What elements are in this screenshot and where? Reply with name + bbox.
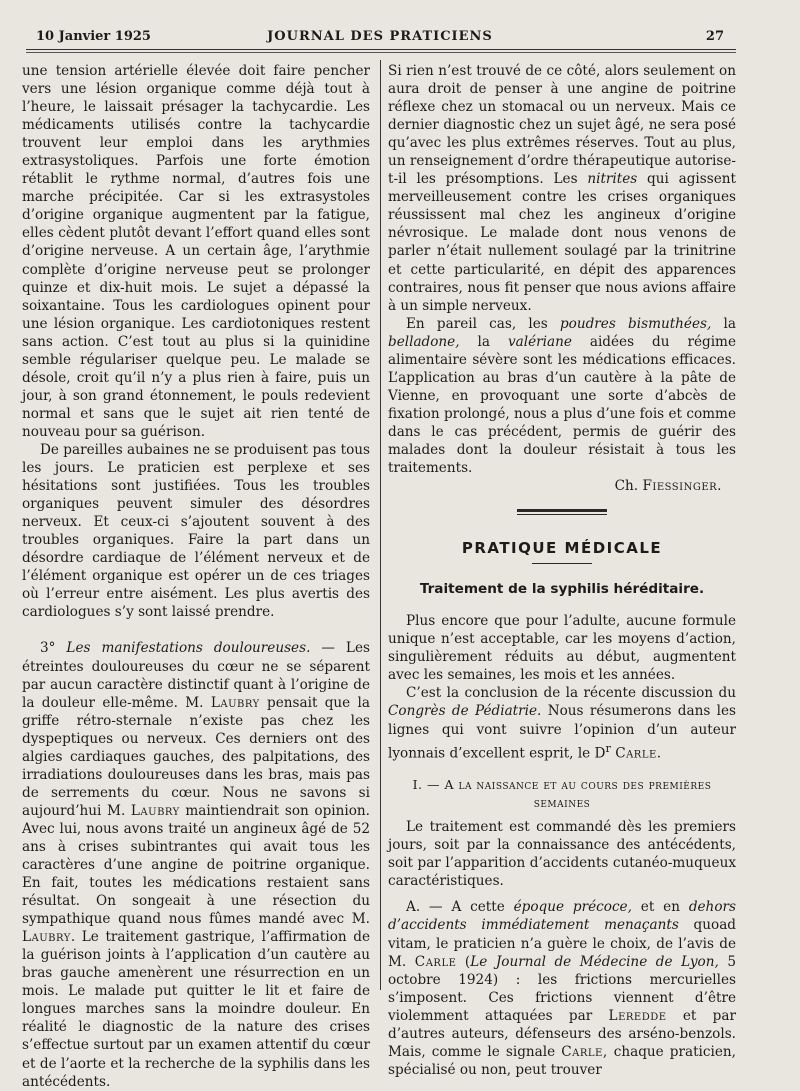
signature: Ch. Fiessinger. [614, 478, 722, 495]
section-separator [517, 509, 607, 512]
paragraph: A. — A cette époque précoce, et en dehors d’accidents immédiatement menaçants quoad vitam, le praticien n’a guère le choix, de l’avis de M. Carle (Le Journal de Médecine de Lyon, 5 octobre 1924) : les frictions mercurielles s’imposent. Ces frictions viennent d’être violemment attaquées par Leredde et par d’autres auteurs, défenseurs des arséno-benzols. Mais, comme le signale Carle, chaque praticien, spécialisé ou non, peut trouver [388, 899, 736, 1078]
journal-title: JOURNAL DES PRATICIENS [267, 29, 493, 44]
paragraph: De pareilles aubaines ne se produisent pas tous les jours. Le praticien est perplexe et ses hésitations sont justifiées. Tous les troubles organiques peuvent simuler des désordres nerveux. Et ceux-ci s’ajoutent souvent à des troubles organiques. Faire la part dans un désordre cardiaque de l’élément nerveux et de l’élément organique est opérer un de ces triages où l’erreur entre aisément. Les plus avertis des cardiologues s’y sont laissé prendre. [22, 441, 370, 621]
page-number: 27 [705, 29, 724, 44]
column-divider [380, 60, 381, 990]
paragraph: une tension artérielle élevée doit faire pencher vers une lésion organique comme déjà tout à l’heure, le laissait présager la tachycardie. Les médicaments utilisés contre la tachycardie trouvent leur emploi dans les arythmies extrasystoliques. Parfois une forte émotion rétablit le rythme normal, d’autres fois une marche précipitée. Car si les extrasystoles d’origine organique augmentent par la fatigue, elles cèdent plutôt devant l’effort quand elles sont d’origine nerveuse. A un certain âge, l’arythmie complète d’origine nerveuse peut se prolonger quinze et dix-huit mois. Le sujet a dépassé la soixantaine. Tous les cardiologues opinent pour une lésion organique. Les cardiotoniques restent sans action. C’est tout au plus si la quinidine semble régulariser quelque peu. Le malade se désole, croit qu’il n’y a plus rien à faire, puis un jour, à son grand étonnement, le pouls redevient normal et sans que le sujet ait rien tenté de nouveau pour sa guérison. [22, 63, 370, 440]
author-name: Laubry [22, 929, 71, 946]
author-name: Carle. [615, 745, 662, 762]
paragraph-gap [388, 890, 736, 898]
paragraph: Le traitement est commandé dès les premiers jours, soit par la connaissance des antécédents, soit par l’apparition d’accidents cutanéo-muqueux caractéristiques. [388, 819, 736, 890]
section-title: PRATIQUE MÉDICALE [461, 539, 663, 558]
author-name: Laubry [130, 802, 180, 819]
paragraph-gap [388, 598, 736, 612]
subsection-heading: I. — A la naissance et au cours des premières semaines [412, 777, 712, 811]
paragraph: C’est la conclusion de la récente discussion du Congrès de Pédiatrie. Nous résumerons dans les lignes qui vont suivre l’opinion d’un auteur lyonnais d’excellent esprit, le $D^r$ Carle. [388, 685, 736, 762]
issue-date: 10 Janvier 1925 [36, 29, 151, 44]
header-rule-secondary [26, 52, 736, 53]
left-column [22, 62, 370, 1091]
author-name: Laubry [210, 694, 260, 711]
paragraph: Si rien n’est trouvé de ce côté, alors seulement on aura droit de penser à une angine de poitrine réflexe chez un stomacal ou un nerveux. Mais ce dernier diagnostic chez un sujet âgé, ne sera posé qu’avec les plus extrêmes réserves. Tout au plus, un renseignement d’ordre thérapeutique autorise-t-il les présomptions. Les nitrites qui agissent merveilleusement contre les crises organiques réussissent mal chez les angineux d’origine névrosique. Le malade dont nous venons de parler n’était nullement soulagé par la trinitrine et cette particularité, en dépit des apparences contraires, nous fit penser que nous avions affaire à un simple nerveux. [388, 63, 736, 314]
running-header [30, 26, 730, 48]
section-separator-thin [517, 514, 607, 515]
paragraph: 3° Les manifestations douloureuses. — Les étreintes douloureuses du cœur ne se séparent par aucun caractère distinctif quant à l’origine de la douleur elle-même. M. Laubry pensait que la griffe rétro-sternale n’existe pas chez les dyspeptiques ou nerveux. Ces derniers ont des algies cardiaques gauches, des palpitations, des irradiations douloureuses dans les bras, mais pas de serrements du cœur. Nous ne savons si aujourd’hui M. Laubry maintiendrait son opinion. Avec lui, nous avons traité un angineux âgé de 52 ans à crises subintrantes qui avait tous les caractères d’une angine de poitrine organique. En fait, toutes les médications restaient sans résultat. On songeait à une résection du sympathique quand nous fûmes mandé avec M. Laubry. Le traitement gastrique, l’affirmation de la guérison joints à l’application d’un cautère au bras gauche amenèrent une résurrection en un mois. Le malade put quitter le lit et faire de longues marches sans la moindre douleur. En réalité le diagnostic de la nature des crises s’effectue surtout par un examen attentif du cœur et de l’aorte et la recherche de la syphilis dans les antécédents. [22, 640, 371, 1090]
title-rule [532, 563, 592, 564]
paragraph: En pareil cas, les poudres bismuthées, la belladone, la valériane aidées du régime alimentaire sévère sont les médications efficaces. L’application au bras d’un cautère à la pâte de Vienne, en provoquant une sorte d’abcès de fixation prolongé, nous a plus d’une fois et comme dans le cas précédent, permis de guérir des malades dont la douleur résistait à tous les traitements. [388, 315, 736, 477]
right-column [388, 62, 736, 1079]
paragraph: Plus encore que pour l’adulte, aucune formule unique n’est acceptable, car les moyens d’action, singulièrement réduits au début, augmentent avec les semaines, les mois et les années. [388, 613, 736, 684]
section-heading-italic: Les manifestations douloureuses. [66, 640, 311, 657]
article-title: Traitement de la syphilis héréditaire. [419, 581, 705, 598]
header-rule [26, 49, 736, 50]
paragraph-gap [22, 621, 370, 639]
